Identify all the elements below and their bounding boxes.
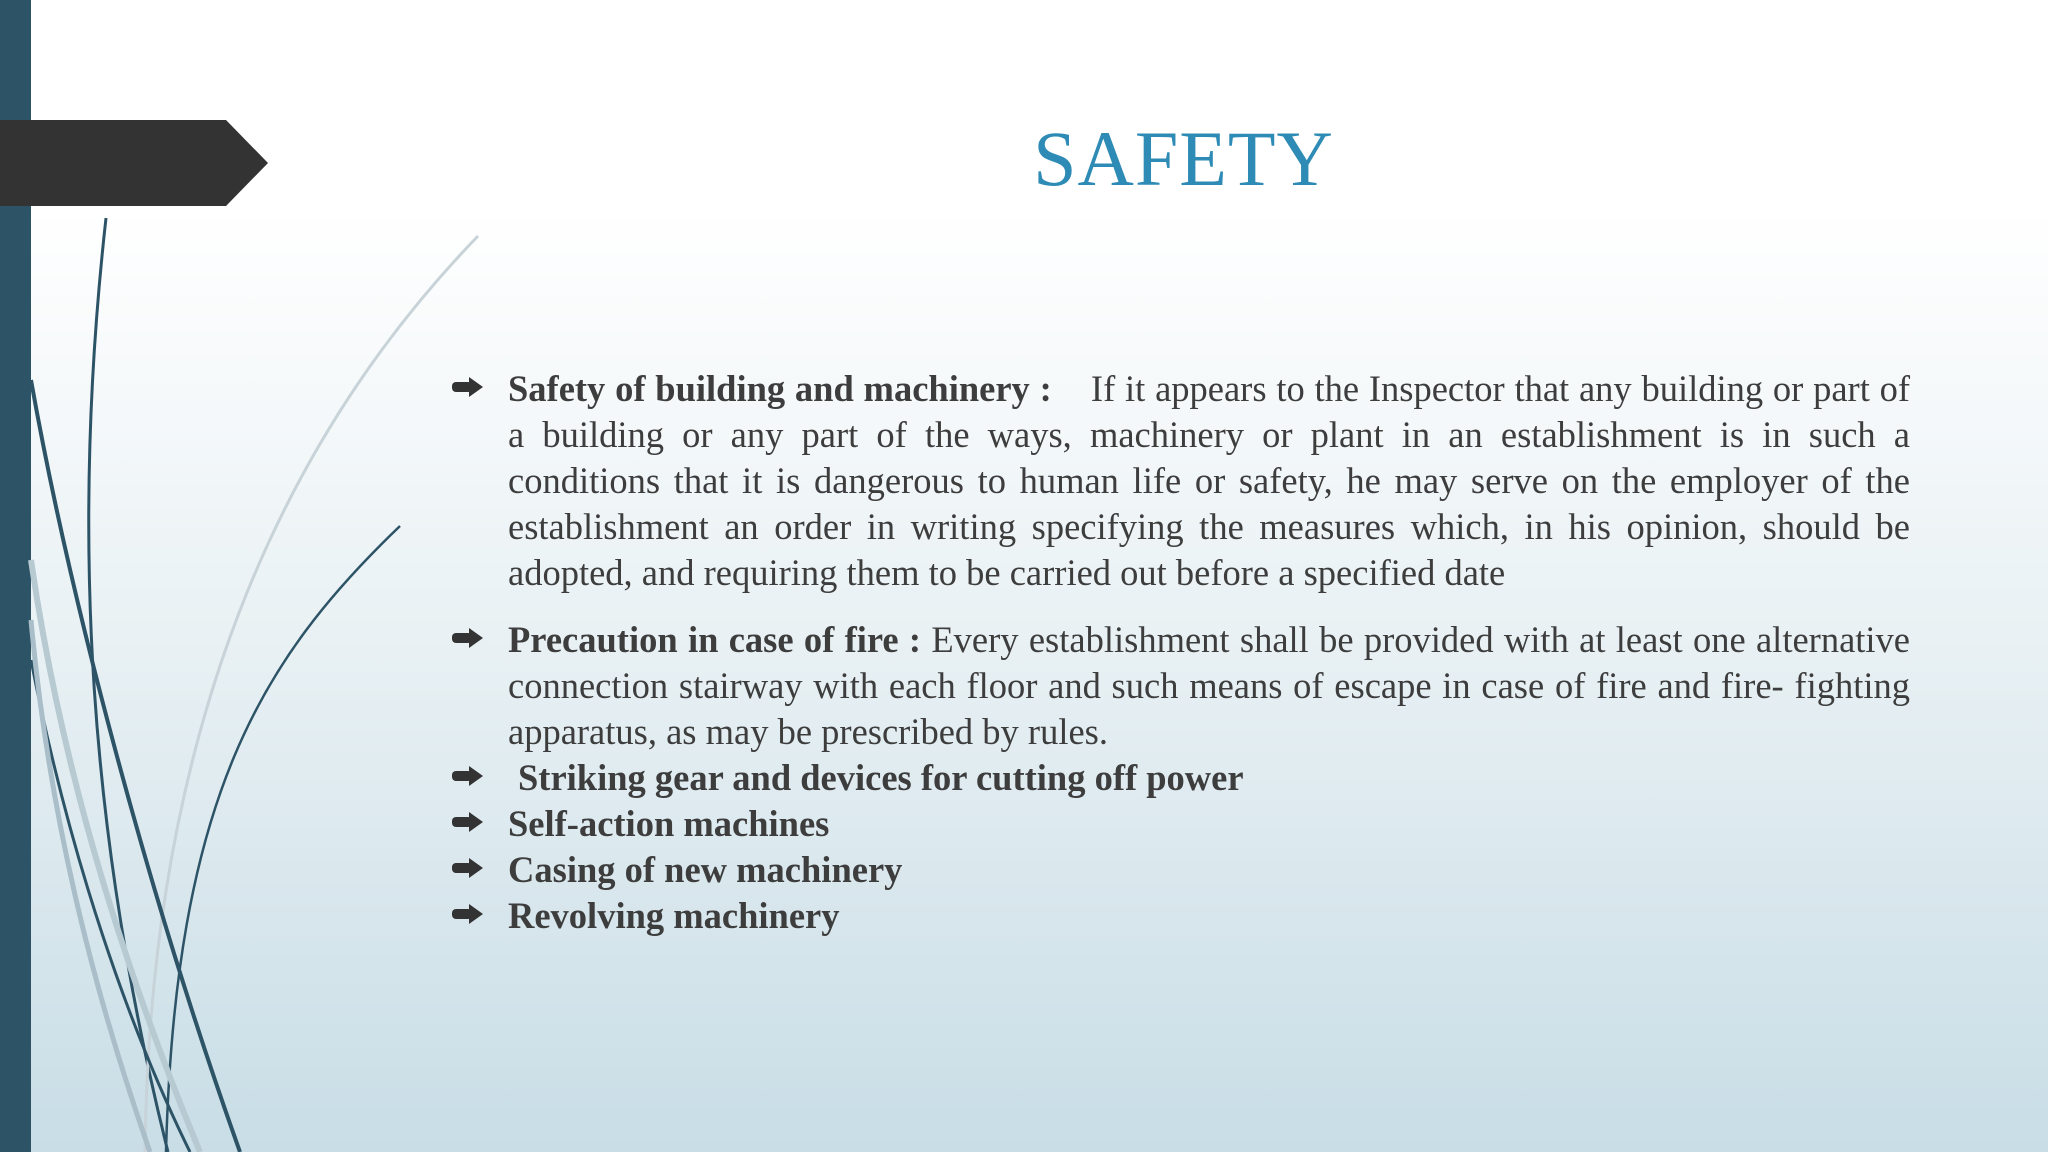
list-item (448, 893, 1910, 939)
item-text: Every establishment shall be provided with at least one alternative connection stairway with each floor and such means of escape in case of fire and fire- fighting apparatus, as may be prescribed by rules. (508, 619, 1911, 752)
list-item (448, 801, 1910, 847)
right-arrow-bullet-icon (452, 627, 484, 649)
title-arrow-tab (0, 120, 270, 206)
right-arrow-bullet-icon (452, 376, 484, 398)
list-item (448, 617, 1910, 755)
slide-title: SAFETY (1033, 115, 1334, 202)
item-lead: Safety of building and machinery : (508, 368, 1052, 409)
right-arrow-bullet-icon (452, 903, 484, 925)
right-arrow-bullet-icon (452, 765, 484, 787)
item-lead: Precaution in case of fire : (508, 619, 922, 660)
item-lead: Casing of new machinery (508, 849, 903, 890)
item-lead: Revolving machinery (508, 895, 840, 936)
item-lead: Self-action machines (508, 803, 830, 844)
item-text: If it appears to the Inspector that any building or part of a building or any part of the ways, machinery or plant in an establishment is in such a conditions that it is dangerous to human life or safety, he may serve on the employer of the establishment an order in writing specifying the measures which, in his opinion, should be adopted, and requiring them to be carried out before a specified date (508, 368, 1911, 593)
right-arrow-bullet-icon (452, 811, 484, 833)
list-item (448, 755, 1910, 801)
item-lead: Striking gear and devices for cutting off power (518, 757, 1244, 798)
right-arrow-bullet-icon (452, 857, 484, 879)
list-item (448, 366, 1910, 596)
bullet-list (448, 366, 1910, 939)
list-item (448, 847, 1910, 893)
